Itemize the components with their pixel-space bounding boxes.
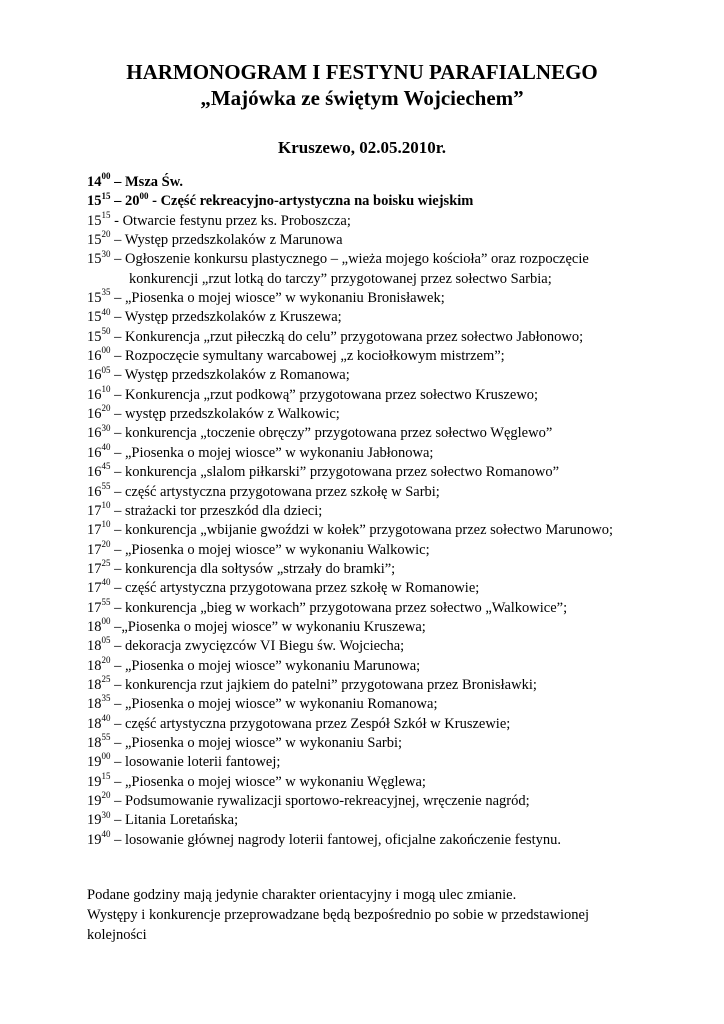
time-minutes: 45 xyxy=(101,461,111,472)
schedule-item xyxy=(87,596,687,618)
schedule-item-text: – Konkurencja „rzut piłeczką do celu” przygotowana przez sołectwo Jabłonowo; xyxy=(110,328,584,345)
schedule-item-continuation xyxy=(87,270,687,289)
time-hour: 16 xyxy=(87,386,102,403)
schedule-item xyxy=(87,560,687,579)
schedule-item-text: – Rozpoczęcie symultany warcabowej „z kociołkowym mistrzem”; xyxy=(110,348,505,365)
time-hour: 18 xyxy=(87,734,102,751)
time-hour: 18 xyxy=(87,638,102,655)
time-end-hour: 20 xyxy=(125,193,140,210)
schedule-item-text: – część artystyczna przygotowana przez szkołę w Romanowie; xyxy=(110,580,480,597)
time-minutes: 25 xyxy=(101,558,111,569)
time-minutes: 55 xyxy=(101,732,111,743)
schedule-item xyxy=(87,325,687,347)
time-hour: 16 xyxy=(87,406,102,423)
schedule-list xyxy=(87,173,687,850)
schedule-item xyxy=(87,441,687,463)
schedule-item xyxy=(87,173,687,192)
time-minutes: 55 xyxy=(101,480,111,491)
schedule-item-text: – „Piosenka o mojej wiosce” w wykonaniu Romanowa; xyxy=(110,696,438,713)
schedule-item-text: – „Piosenka o mojej wiosce” wykonaniu Marunowa; xyxy=(110,657,421,674)
event-name: „Majówka ze świętym Wojciechem” xyxy=(200,86,524,110)
time-minutes: 30 xyxy=(101,809,111,820)
schedule-item-text: – część artystyczna przygotowana przez szkołę w Sarbi; xyxy=(110,483,440,500)
time-hour: 18 xyxy=(87,696,102,713)
time-minutes: 20 xyxy=(101,229,111,240)
schedule-item-text: – konkurencja „toczenie obręczy” przygotowana przez sołectwo Węglewo” xyxy=(110,425,553,442)
schedule-item xyxy=(87,521,687,540)
schedule-item-text: - Część rekreacyjno-artystyczna na boisku wiejskim xyxy=(148,193,474,210)
time-end-minutes: 00 xyxy=(139,190,149,201)
schedule-item-text: – Ogłoszenie konkursu plastycznego – „wieża mojego kościoła” oraz rozpoczęcie xyxy=(110,251,589,268)
footer-line: Występy i konkurencje przeprowadzane będą bezpośrednio po sobie w przedstawionej xyxy=(87,907,590,923)
schedule-item xyxy=(87,637,687,656)
time-hour: 17 xyxy=(87,522,102,539)
time-hour: 15 xyxy=(87,193,102,210)
time-hour: 16 xyxy=(87,425,102,442)
schedule-item xyxy=(87,654,687,676)
schedule-item xyxy=(87,250,687,269)
schedule-item xyxy=(87,383,687,405)
time-hour: 16 xyxy=(87,464,102,481)
schedule-item-text: – konkurencja „wbijanie gwoździ w kołek” przygotowana przez sołectwo Marunowo; xyxy=(110,522,613,539)
time-minutes: 10 xyxy=(101,519,111,530)
time-hour: 19 xyxy=(87,793,102,809)
schedule-item-text: – Występ przedszkolaków z Romanowa; xyxy=(110,367,350,384)
time-hour: 18 xyxy=(87,618,102,635)
schedule-item-text: – Litania Loretańska; xyxy=(110,812,239,829)
schedule-item-text: – konkurencja rzut jajkiem do patelni” przygotowana przez Bronisławki; xyxy=(110,676,537,693)
schedule-item-text: – „Piosenka o mojej wiosce” w wykonaniu Bronisławek; xyxy=(110,290,445,307)
time-hour: 19 xyxy=(87,773,102,790)
schedule-item xyxy=(87,579,687,598)
schedule-item xyxy=(87,792,687,811)
footer-line: Podane godziny mają jedynie charakter orientacyjny i mogą ulec zmianie. xyxy=(87,887,517,903)
schedule-item xyxy=(87,463,687,482)
time-hour: 16 xyxy=(87,483,102,500)
time-hour: 14 xyxy=(87,174,102,190)
time-hour: 15 xyxy=(87,290,102,307)
time-hour: 16 xyxy=(87,367,102,384)
schedule-item-text: – część artystyczna przygotowana przez Zespół Szkół w Kruszewie; xyxy=(110,715,511,732)
schedule-item-text: – Występ przedszkolaków z Marunowa xyxy=(110,232,343,249)
document-title: HARMONOGRAM I FESTYNU PARAFIALNEGO xyxy=(126,60,598,84)
time-minutes: 00 xyxy=(101,345,111,356)
schedule-item xyxy=(87,405,687,424)
time-minutes: 40 xyxy=(101,441,111,452)
time-hour: 15 xyxy=(87,251,102,268)
footer-note xyxy=(87,885,647,945)
schedule-item xyxy=(87,770,687,792)
schedule-item xyxy=(87,192,687,211)
schedule-item xyxy=(87,676,687,695)
schedule-item xyxy=(87,734,687,753)
schedule-item-text: – Msza Św. xyxy=(110,174,183,190)
time-minutes: 15 xyxy=(101,190,111,201)
time-hour: 17 xyxy=(87,560,102,577)
time-hour: 18 xyxy=(87,657,102,674)
schedule-item-text: – strażacki tor przeszkód dla dzieci; xyxy=(110,502,323,519)
time-minutes: 00 xyxy=(101,751,111,762)
time-minutes: 40 xyxy=(101,712,111,723)
time-hour: 16 xyxy=(87,348,102,365)
time-minutes: 40 xyxy=(101,306,111,317)
schedule-item xyxy=(87,828,687,850)
schedule-item xyxy=(87,347,687,366)
schedule-item xyxy=(87,480,687,502)
time-minutes: 35 xyxy=(101,287,111,298)
schedule-item-text: – występ przedszkolaków z Walkowic; xyxy=(110,406,340,423)
schedule-item-text: – dekoracja zwycięzców VI Biegu św. Wojciecha; xyxy=(110,638,405,655)
time-hour: 15 xyxy=(87,328,102,345)
time-minutes: 20 xyxy=(101,654,111,665)
time-minutes: 00 xyxy=(101,171,111,182)
time-hour: 17 xyxy=(87,541,102,558)
time-hour: 19 xyxy=(87,812,102,829)
time-minutes: 15 xyxy=(101,209,111,220)
schedule-item-text: konkurencji „rzut lotką do tarczy” przygotowanej przez sołectwo Sarbia; xyxy=(129,270,552,287)
schedule-item-text: – Występ przedszkolaków z Kruszewa; xyxy=(110,309,342,326)
schedule-item-text: – losowanie loterii fantowej; xyxy=(110,754,281,771)
schedule-item xyxy=(87,753,687,772)
time-hour: 18 xyxy=(87,715,102,732)
time-minutes: 00 xyxy=(101,616,111,627)
schedule-item xyxy=(87,308,687,327)
schedule-item xyxy=(87,538,687,560)
schedule-item xyxy=(87,231,687,250)
schedule-item xyxy=(87,502,687,521)
schedule-item xyxy=(87,366,687,385)
schedule-item xyxy=(87,712,687,734)
schedule-item-text: – „Piosenka o mojej wiosce” w wykonaniu Sarbi; xyxy=(110,734,403,751)
time-minutes: 10 xyxy=(101,500,111,511)
time-hour: 15 xyxy=(87,232,102,249)
time-range-separator: – xyxy=(110,193,125,210)
time-minutes: 25 xyxy=(101,674,111,685)
place-date: Kruszewo, 02.05.2010r. xyxy=(278,138,446,157)
schedule-item xyxy=(87,209,687,231)
schedule-item-text: – „Piosenka o mojej wiosce” w wykonaniu Węglewa; xyxy=(110,773,426,790)
schedule-item xyxy=(87,811,687,830)
schedule-item-text: – losowanie głównej nagrody loterii fantowej, oficjalne zakończenie festynu. xyxy=(110,831,562,848)
time-minutes: 05 xyxy=(101,364,111,375)
schedule-item xyxy=(87,618,687,637)
time-hour: 18 xyxy=(87,676,102,693)
time-minutes: 30 xyxy=(101,248,111,259)
time-minutes: 10 xyxy=(101,383,111,394)
schedule-item xyxy=(87,424,687,443)
time-minutes: 50 xyxy=(101,325,111,336)
schedule-item-text: –„Piosenka o mojej wiosce” w wykonaniu Kruszewa; xyxy=(110,618,426,635)
time-minutes: 55 xyxy=(101,596,111,607)
schedule-item-text: – konkurencja dla sołtysów „strzały do bramki”; xyxy=(110,560,396,577)
time-hour: 17 xyxy=(87,502,102,519)
time-hour: 17 xyxy=(87,599,102,616)
time-minutes: 30 xyxy=(101,422,111,433)
schedule-item-text: – Konkurencja „rzut podkową” przygotowana przez sołectwo Kruszewo; xyxy=(110,386,539,403)
time-minutes: 35 xyxy=(101,693,111,704)
time-minutes: 20 xyxy=(101,538,111,549)
time-hour: 19 xyxy=(87,831,102,848)
time-hour: 16 xyxy=(87,444,102,461)
time-minutes: 05 xyxy=(101,635,111,646)
time-hour: 15 xyxy=(87,309,102,326)
schedule-item-text: - Otwarcie festynu przez ks. Proboszcza; xyxy=(110,212,351,229)
time-minutes: 15 xyxy=(101,770,111,781)
time-hour: 17 xyxy=(87,580,102,597)
time-minutes: 20 xyxy=(101,403,111,414)
schedule-item-text: – Podsumowanie rywalizacji sportowo-rekreacyjnej, wręczenie nagród; xyxy=(110,793,530,809)
time-minutes: 40 xyxy=(101,577,111,588)
schedule-item-text: – konkurencja „slalom piłkarski” przygotowana przez sołectwo Romanowo” xyxy=(110,464,560,481)
schedule-item-text: – „Piosenka o mojej wiosce” w wykonaniu Jabłonowa; xyxy=(110,444,434,461)
schedule-item xyxy=(87,695,687,714)
schedule-item-text: – „Piosenka o mojej wiosce” w wykonaniu Walkowic; xyxy=(110,541,430,558)
time-minutes: 20 xyxy=(101,790,111,801)
time-minutes: 40 xyxy=(101,828,111,839)
time-hour: 15 xyxy=(87,212,102,229)
schedule-item-text: – konkurencja „bieg w workach” przygotowana przez sołectwo „Walkowice”; xyxy=(110,599,568,616)
time-hour: 19 xyxy=(87,754,102,771)
schedule-item xyxy=(87,289,687,308)
footer-line: kolejności xyxy=(87,927,147,943)
